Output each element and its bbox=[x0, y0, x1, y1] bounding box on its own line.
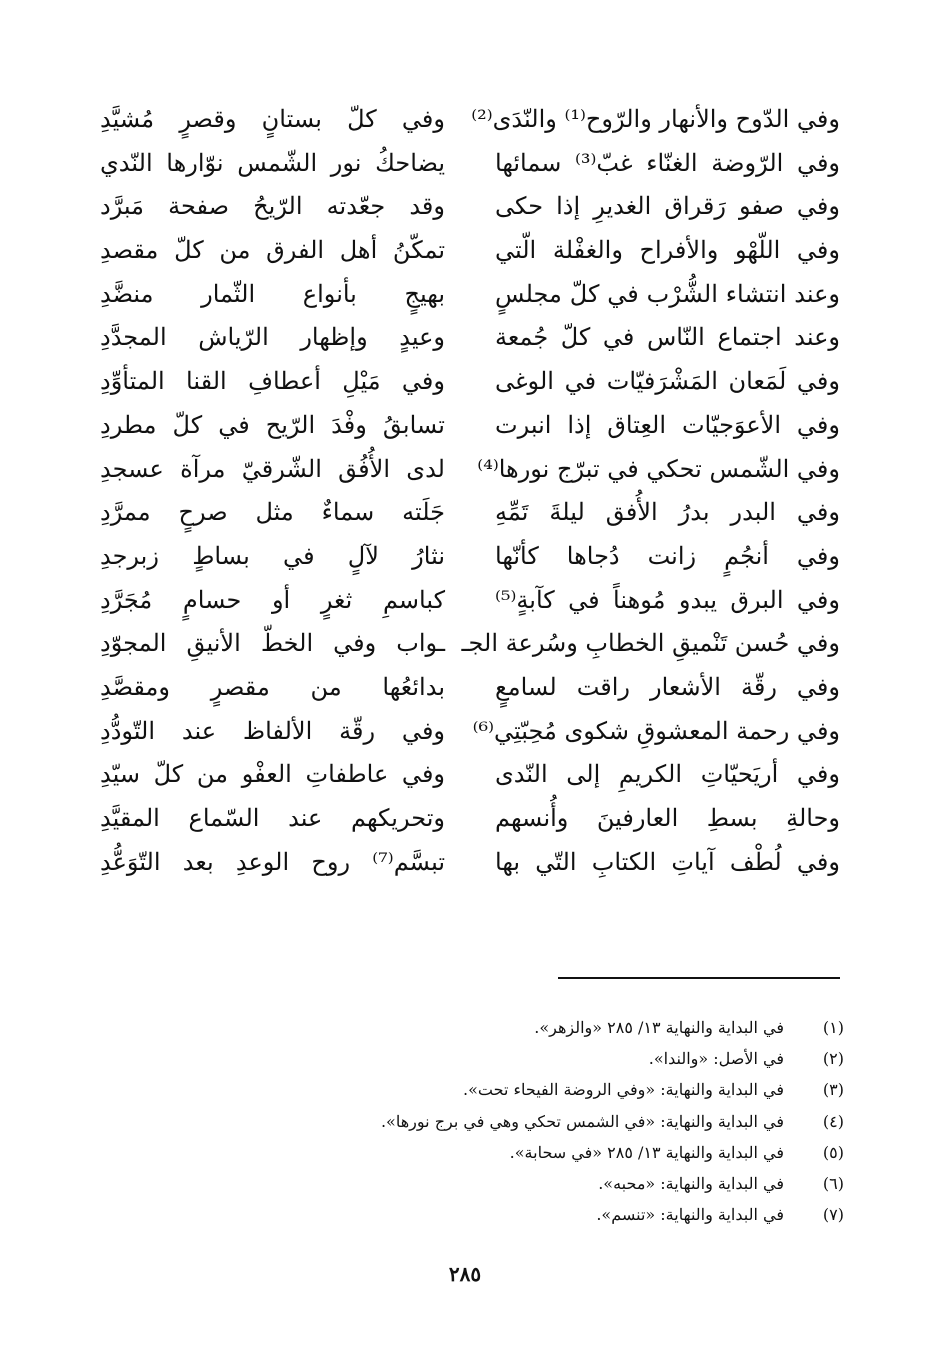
verse-column-left bbox=[100, 98, 445, 884]
verse-column-right bbox=[461, 98, 841, 884]
verse-line: وفي البدر بدرُ الأُفق ليلةَ تَمِّهِ bbox=[495, 498, 840, 527]
verse-line: بهيجٍ بأنواع الثّمار منضَّدِ bbox=[100, 279, 445, 308]
footnote-text: في البداية والنهاية: «تنسم». bbox=[596, 1205, 784, 1225]
verse-line: نثارُ لآلٍ في بساطٍ زبرجدِ bbox=[100, 541, 445, 570]
footnote-number: (٤) bbox=[822, 1111, 844, 1131]
verse-line: وعند اجتماع النّاس في كلّ جُمعة bbox=[495, 323, 840, 352]
verse-line: تمكّنُ أهل الفرق من كلّ مقصدِ bbox=[100, 236, 445, 265]
verse-line: وحالةِ بسطِ العارفينَ وأُنسهم bbox=[495, 804, 840, 832]
verse-line: وتحريكهم عند السّماع المقيَّدِ bbox=[100, 804, 445, 832]
footnote-item bbox=[144, 1012, 844, 1043]
verse-line: وفي حُسن تَنْميقِ الخطابِ وسُرعة الجـ bbox=[461, 629, 840, 658]
verse-line: وفي رقّة الألفاظ عند التّودُّدِ bbox=[100, 716, 445, 745]
footnote-item bbox=[144, 1043, 844, 1074]
verse-line: وفي عاطفاتِ العفْو من كلّ سيّدِ bbox=[100, 760, 445, 789]
footnote-number: (٦) bbox=[822, 1173, 844, 1193]
footnote-divider bbox=[558, 977, 840, 979]
footnote-item bbox=[144, 1074, 844, 1105]
verse-line: وعيدٍ وإظهار الرّياش المجدَّدِ bbox=[100, 323, 445, 352]
footnote-number: (١) bbox=[822, 1018, 844, 1037]
footnote-text: في البداية والنهاية: «في الشمس تحكي وهي في برج نورها». bbox=[380, 1111, 784, 1131]
verse-line: تسابقُ وفْدَ الرّيح في كلّ مطردِ bbox=[100, 410, 445, 439]
verse-line: وفي رقّة الأشعار راقت لسامعٍ bbox=[495, 672, 840, 701]
footnote-item bbox=[144, 1199, 844, 1230]
verse-line: يضاحكُ نور الشّمس نوّارها النّدي bbox=[100, 148, 445, 177]
verse-line: وفي الدّوح والأنهار والرّوح⁽¹⁾ والنّدَى⁽²⁾ bbox=[471, 105, 840, 133]
verse-line: وفي صفو رَقراق الغديرِ إذا حكى bbox=[495, 192, 840, 221]
footnote-number: (٢) bbox=[822, 1049, 844, 1069]
verse-line: وفي الشّمس تحكي في تبرّج نورها⁽⁴⁾ bbox=[477, 454, 840, 483]
verse-line: وفي مَيْلِ أعطافِ القنا المتأوِّدِ bbox=[100, 367, 445, 396]
verse-line: وفي اللّهْو والأفراح والغفْلة الّتي bbox=[495, 236, 840, 265]
footnote-text: في البداية والنهاية ١٣/ ٢٨٥ «والزهر». bbox=[534, 1018, 784, 1037]
verse-line: وفي أريَحيّاتِ الكريمِ إلى النّدى bbox=[495, 760, 840, 789]
footnote-number: (٥) bbox=[822, 1142, 844, 1162]
footnote-text: في الأصل: «والندا». bbox=[648, 1049, 784, 1069]
footnote-text: في البداية والنهاية ١٣/ ٢٨٥ «في سحابة». bbox=[509, 1142, 784, 1162]
verse-line: جَلَته سماءٌ مثل صرحٍ ممرَّدِ bbox=[100, 498, 445, 527]
verse-line: وقد جعّدته الرّيحُ صفحة مَبرَّد bbox=[100, 192, 445, 221]
verse-line: وفي الأعوَجيّات العِتاق إذا انبرت bbox=[495, 410, 840, 439]
footnote-number: (٧) bbox=[822, 1205, 844, 1225]
page-number: ٢٨٥ bbox=[448, 1262, 482, 1286]
verse-line: وفي أنجُمٍ زانت دُجاها كأنّها bbox=[495, 541, 840, 570]
footnote-text: في البداية والنهاية: «وفي الروضة الفيحاء تحت». bbox=[463, 1080, 784, 1100]
verse-line: ـواب وفي الخطّ الأنيقِ المجوّدِ bbox=[100, 629, 445, 658]
footnote-item bbox=[144, 1137, 844, 1168]
footnote-number: (٣) bbox=[822, 1080, 844, 1100]
verse-line: وفي رحمة المعشوقِ شكوى مُحِبّتِي⁽⁶⁾ bbox=[472, 716, 840, 745]
footnote-item bbox=[144, 1168, 844, 1199]
verse-line: وفي لُطْف آياتِ الكتابِ التّي بها bbox=[495, 847, 840, 876]
verse-line: وعند انتشاء الشُّرْب في كلّ مجلسٍ bbox=[495, 279, 840, 308]
footnote-text: في البداية والنهاية: «محبه». bbox=[598, 1173, 784, 1193]
footnote-item bbox=[144, 1106, 844, 1137]
footnotes bbox=[144, 1012, 844, 1230]
verse-line: وفي لَمَعان المَشْرَفيّات في الوغى bbox=[495, 367, 840, 396]
verse-line: تبسَّم⁽⁷⁾ روح الوعدِ بعد التّوَعُّدِ bbox=[100, 847, 445, 876]
verse-line: بدائعُها من مقصرٍ ومقصَّدِ bbox=[100, 672, 445, 701]
verse-line: وفي كلّ بستانٍ وقصرٍ مُشيَّدِ bbox=[100, 105, 445, 133]
verse-line: وفي الرّوضة الغنّاء غبّ⁽³⁾ سمائها bbox=[495, 148, 841, 177]
poem-verses bbox=[100, 98, 840, 888]
verse-line: وفي البرق يبدو مُوهناً في كآبةٍ⁽⁵⁾ bbox=[495, 585, 840, 614]
verse-line: لدى الأُفُق الشّرقيّ مرآة عسجدِ bbox=[100, 454, 445, 483]
verse-line: كباسمِ ثغرٍ أو حسامٍ مُجَرَّدِ bbox=[100, 585, 445, 614]
